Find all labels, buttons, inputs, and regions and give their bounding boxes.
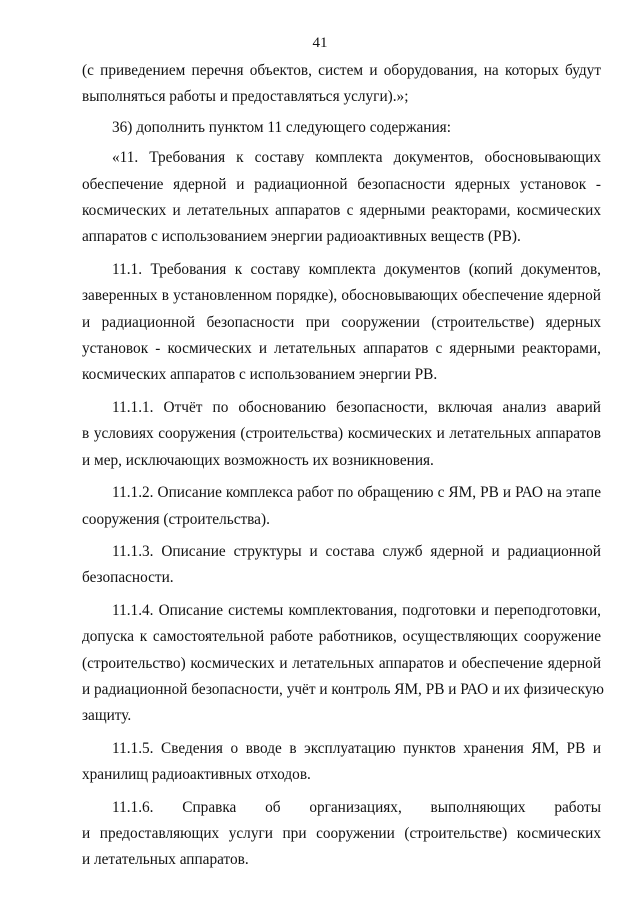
text-line: сооружения (строительства). [82, 510, 270, 528]
text-line: и радиационной безопасности, учёт и контроль ЯМ, РВ и РАО и их физическую [82, 680, 604, 698]
text-line: хранилищ радиоактивных отходов. [82, 766, 311, 784]
text-line: космических аппаратов с использованием энергии РВ. [82, 366, 438, 384]
text-line: и предоставляющих услуги при сооружении (строительстве) космических [82, 824, 601, 842]
paragraph [82, 480, 601, 533]
text-line: обеспечение ядерной и радиационной безопасности ядерных установок - [82, 175, 601, 193]
text-line: аппаратов с использованием энергии радиоактивных веществ (РВ). [82, 228, 521, 246]
paragraph [82, 58, 601, 111]
page-number: 41 [312, 35, 328, 51]
text-line: установок - космических и летательных аппаратов с ядерными реакторами, [82, 340, 601, 358]
text-line: 11.1.3. Описание структуры и состава служб ядерной и радиационной [112, 542, 601, 560]
text-line: заверенных в установленном порядке), обосновывающих обеспечение ядерной [82, 287, 601, 305]
paragraph [82, 795, 601, 874]
paragraph [82, 115, 601, 141]
text-line: допуска к самостоятельной работе работников, осуществляющих сооружение [82, 628, 601, 646]
paragraph [82, 395, 601, 474]
text-line: и радиационной безопасности при сооружении (строительстве) ядерных [82, 313, 601, 331]
text-line: космических и летательных аппаратов с ядерными реакторами, космических [82, 202, 601, 220]
paragraph [82, 145, 601, 251]
paragraph [82, 736, 601, 789]
text-line: 11.1. Требования к составу комплекта документов (копий документов, [112, 260, 601, 278]
text-line: 11.1.5. Сведения о вводе в эксплуатацию пунктов хранения ЯМ, РВ и [112, 739, 601, 757]
text-line: защиту. [82, 707, 132, 725]
text-line: (строительство) космических и летательных аппаратов и обеспечение ядерной [82, 654, 601, 672]
text-line: и летательных аппаратов. [82, 851, 249, 869]
text-line: выполняться работы и предоставляться услуги).»; [82, 88, 409, 106]
paragraph [82, 539, 601, 592]
text-line: в условиях сооружения (строительства) космических и летательных аппаратов [82, 425, 601, 443]
text-line: «11. Требования к составу комплекта документов, обосновывающих [112, 149, 601, 167]
document-body [82, 58, 604, 874]
paragraph [82, 598, 604, 730]
text-line: 11.1.4. Описание системы комплектования, подготовки и переподготовки, [112, 601, 601, 619]
text-line: (с приведением перечня объектов, систем и оборудования, на которых будут [82, 62, 601, 79]
text-line: безопасности. [82, 569, 174, 587]
text-line: и мер, исключающих возможность их возникновения. [82, 451, 434, 469]
paragraph [82, 257, 601, 389]
text-line: 11.1.1. Отчёт по обоснованию безопасности, включая анализ аварий [112, 398, 601, 416]
text-line: 11.1.2. Описание комплекса работ по обращению с ЯМ, РВ и РАО на этапе [112, 484, 601, 502]
text-line: 11.1.6. Справка об организациях, выполняющих работы [112, 798, 601, 816]
text-line: 36) дополнить пунктом 11 следующего содержания: [112, 118, 451, 136]
